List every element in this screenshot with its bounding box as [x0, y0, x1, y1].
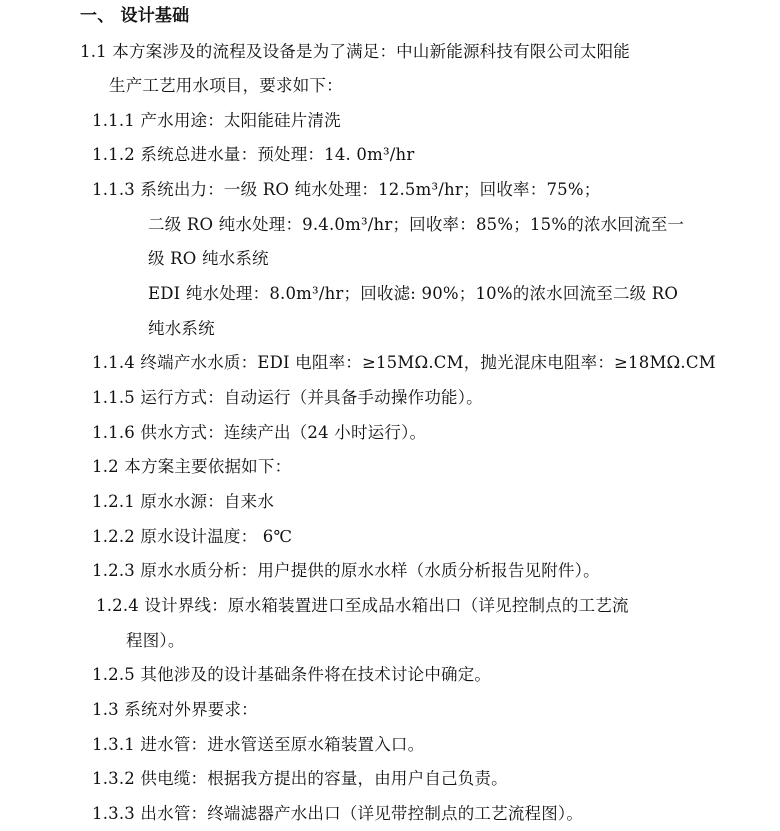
paragraph-line: EDI 纯水处理：8.0m³/hr；回收滤: 90%；10%的浓水回流至二级 RO	[148, 284, 679, 303]
paragraph-line: 1.2.3 原水水质分析：用户提供的原水水样（水质分析报告见附件）。	[92, 561, 600, 580]
paragraph-line: 1.1.4 终端产水水质：EDI 电阻率：≥15MΩ.CM，抛光混床电阻率：≥18MΩ.CM	[92, 353, 716, 372]
paragraph-line: 1.2.4 设计界线：原水箱装置进口至成品水箱出口（详见控制点的工艺流	[96, 596, 629, 615]
paragraph-line: 1.3 系统对外界要求：	[92, 700, 258, 719]
paragraph-line: 1.2.1 原水水源：自来水	[92, 492, 275, 511]
paragraph-line: 1.3.2 供电缆：根据我方提出的容量，由用户自己负责。	[92, 769, 508, 788]
paragraph-line: 生产工艺用水项目，要求如下：	[109, 76, 343, 95]
paragraph-line: 1.1.2 系统总进水量：预处理：14. 0m³/hr	[92, 145, 415, 164]
paragraph-line: 1.1.5 运行方式：自动运行（并具备手动操作功能）。	[92, 388, 483, 407]
paragraph-line: 1.3.1 进水管：进水管送至原水箱装置入口。	[92, 735, 425, 754]
paragraph-line: 1.1.6 供水方式：连续产出（24 小时运行）。	[92, 423, 427, 442]
paragraph-line: 二级 RO 纯水处理：9.4.0m³/hr；回收率：85%；15%的浓水回流至一	[148, 215, 685, 234]
paragraph-line: 程图）。	[126, 631, 185, 650]
paragraph-line: 1.3.3 出水管：终端滤器产水出口（详见带控制点的工艺流程图）。	[92, 804, 584, 823]
paragraph-line: 1.1 本方案涉及的流程及设备是为了满足：中山新能源科技有限公司太阳能	[80, 42, 630, 61]
paragraph-line: 1.1.1 产水用途：太阳能硅片清洗	[92, 111, 341, 130]
paragraph-line: 1.2.5 其他涉及的设计基础条件将在技术讨论中确定。	[92, 665, 492, 684]
section-heading: 一、 设计基础	[80, 6, 190, 26]
paragraph-line: 1.1.3 系统出力：一级 RO 纯水处理：12.5m³/hr；回收率：75%；	[92, 180, 601, 199]
paragraph-line: 纯水系统	[148, 319, 215, 338]
paragraph-line: 1.2 本方案主要依据如下：	[92, 457, 292, 476]
paragraph-line: 1.2.2 原水设计温度： 6℃	[92, 527, 293, 546]
paragraph-line: 级 RO 纯水系统	[148, 249, 269, 268]
